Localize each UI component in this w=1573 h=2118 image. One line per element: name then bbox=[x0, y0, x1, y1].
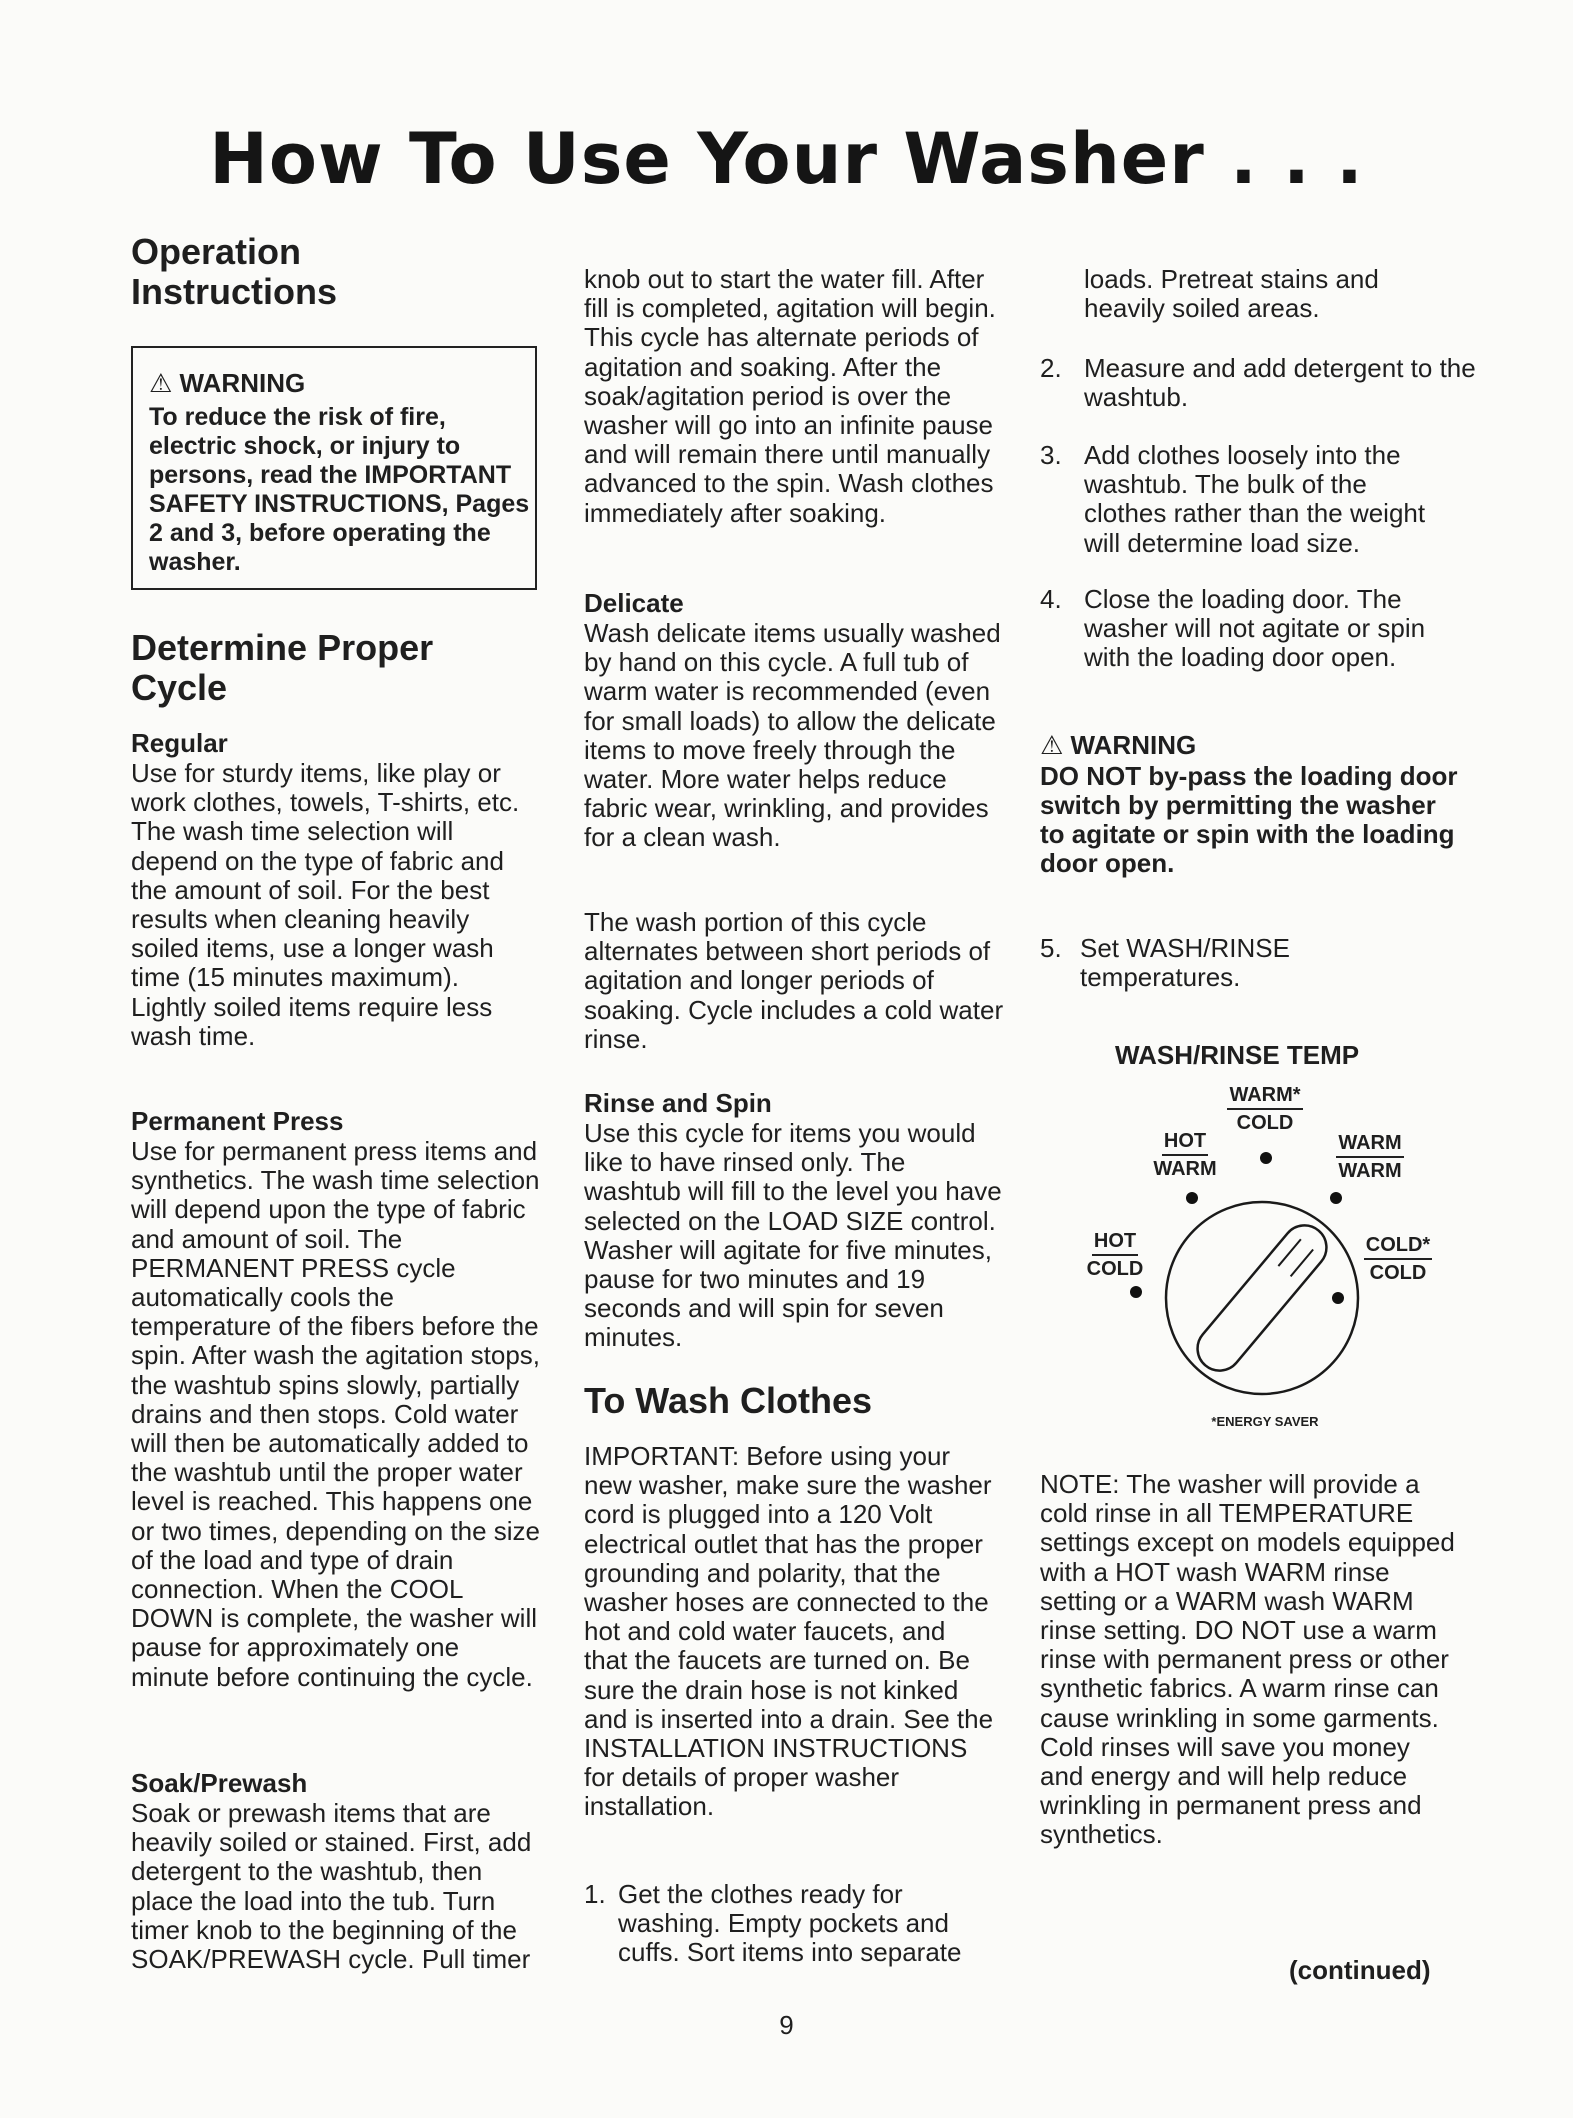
dial-setting-cold-cold: COLD* COLD bbox=[1365, 1234, 1431, 1284]
wash-rinse-temp-dial bbox=[1040, 1040, 1480, 1440]
dial-dot bbox=[1130, 1286, 1142, 1298]
soak-prewash-heading: Soak/Prewash bbox=[131, 1768, 308, 1798]
warning-triangle-icon: ⚠ bbox=[1040, 730, 1064, 760]
step-1-continued: loads. Pretreat stains and heavily soiled areas. bbox=[1084, 264, 1379, 324]
warning-2-text: DO NOT by-pass the loading door switch by permitting the washer to agitate or spin with the loading door open. bbox=[1040, 761, 1458, 878]
rinse-spin-heading: Rinse and Spin bbox=[584, 1088, 772, 1118]
delicate-text-2: The wash portion of this cycle alternates between short periods of agitation and longer periods of soaking. Cycle includes a cold water rinse. bbox=[584, 907, 1004, 1054]
note-text: NOTE: The washer will provide a cold rinse in all TEMPERATURE settings except on models equipped with a HOT wash WARM rinse setting or a WARM wash WARM rinse setting. DO NOT use a warm rinse with permanent press or other synthetic fabrics. A warm rinse can cause wrinkling in some garments. Cold rinses will save you money and energy and will help reduce wrinkling in permanent press and synthetics. bbox=[1040, 1469, 1455, 1850]
page-number: 9 bbox=[779, 2010, 794, 2040]
soak-continued-text: knob out to start the water fill. After fill is completed, agitation will begin. This cycle has alternate periods of agitation and soaking. After the soak/agitation period is over the washer will go into an infinite pause and will remain there until manually advanced to the spin. Wash clothes immediately after soaking. bbox=[584, 264, 996, 528]
dial-setting-warm-cold: WARM* COLD bbox=[1229, 1084, 1301, 1134]
to-wash-clothes-heading: To Wash Clothes bbox=[584, 1380, 872, 1421]
dial-setting-hot-warm: HOT WARM bbox=[1153, 1130, 1217, 1180]
soak-prewash-text: Soak or prewash items that are heavily soiled or stained. First, add detergent to the washtub, then place the load into the tub. Turn timer knob to the beginning of the SOAK/PREWASH cycle. Pull timer bbox=[131, 1798, 532, 1975]
permanent-press-text: Use for permanent press items and synthetics. The wash time selection will depend upon the type of fabric and amount of soil. The PERMANENT PRESS cycle automatically cools the temperature of the fibers before the spin. After wash the agitation stops, the washtub spins slowly, partially drains and then stops. Cold water will then be automatically added to the washtub until the proper water level is reached. This happens one or two times, depending on the size of the load and type of drain connection. When the COOL DOWN is complete, the washer will pause for approximately one minute before continuing the cycle. bbox=[131, 1136, 541, 1692]
warning-2-label: ⚠ WARNING bbox=[1040, 730, 1197, 760]
important-text: IMPORTANT: Before using your new washer, make sure the washer cord is plugged into a 120 Volt electrical outlet that has the proper grounding and polarity, that the washer hoses are connected to the hot and cold water faucets, and that the faucets are turned on. Be sure the drain hose is not kinked and is inserted into a drain. See the INSTALLATION INSTRUCTIONS for details of proper washer installation. bbox=[584, 1441, 994, 1822]
step-3-number: 3. bbox=[1040, 440, 1062, 470]
warning-text: To reduce the risk of fire, electric shock, or injury to persons, read the IMPORTANT SAFETY INSTRUCTIONS, Pages 2 and 3, before operating the washer. bbox=[149, 403, 530, 576]
step-5-text: Set WASH/RINSE temperatures. bbox=[1080, 933, 1290, 993]
step-1-number: 1. bbox=[584, 1879, 606, 1909]
page-title: How To Use Your Washer . . . bbox=[209, 118, 1364, 200]
determine-cycle-heading: Determine Proper Cycle bbox=[131, 627, 434, 708]
rinse-spin-text: Use this cycle for items you would like to have rinsed only. The washtub will fill to the level you have selected on the LOAD SIZE control. Washer will agitate for five minutes, pause for two minutes and 19 seconds and will spin for seven minutes. bbox=[584, 1118, 1002, 1353]
step-4-number: 4. bbox=[1040, 584, 1062, 614]
permanent-press-heading: Permanent Press bbox=[131, 1106, 344, 1136]
dial-setting-warm-warm: WARM WARM bbox=[1338, 1132, 1402, 1182]
regular-text: Use for sturdy items, like play or work clothes, towels, T-shirts, etc. The wash time selection will depend on the type of fabric and the amount of soil. For the best results when cleaning heavily soiled items, use a longer wash time (15 minutes maximum). Lightly soiled items require less wash time. bbox=[131, 758, 520, 1051]
warning-box bbox=[131, 346, 537, 590]
step-2-number: 2. bbox=[1040, 353, 1062, 383]
warning-triangle-icon: ⚠ bbox=[149, 368, 173, 398]
operation-instructions-heading: Operation Instructions bbox=[131, 231, 338, 312]
delicate-heading: Delicate bbox=[584, 588, 684, 618]
regular-heading: Regular bbox=[131, 728, 228, 758]
step-4-text: Close the loading door. The washer will not agitate or spin with the loading door open. bbox=[1084, 584, 1426, 673]
continued-label: (continued) bbox=[1289, 1955, 1431, 1985]
step-2-text: Measure and add detergent to the washtub. bbox=[1084, 353, 1476, 413]
delicate-text: Wash delicate items usually washed by hand on this cycle. A full tub of warm water is recommended (even for small loads) to allow the delicate items to move freely through the water. More water helps reduce fabric wear, wrinkling, and provides for a clean wash. bbox=[584, 618, 1001, 853]
dial-knob-icon bbox=[1152, 1188, 1372, 1408]
step-3-text: Add clothes loosely into the washtub. The bulk of the clothes rather than the weight will determine load size. bbox=[1084, 440, 1426, 558]
dial-setting-hot-cold: HOT COLD bbox=[1086, 1230, 1144, 1280]
warning-label: ⚠ WARNING bbox=[149, 368, 306, 398]
step-1-text: Get the clothes ready for washing. Empty pockets and cuffs. Sort items into separate bbox=[618, 1879, 962, 1968]
step-5-number: 5. bbox=[1040, 933, 1062, 963]
dial-dot bbox=[1260, 1152, 1272, 1164]
dial-title: WASH/RINSE TEMP bbox=[1115, 1040, 1360, 1070]
energy-saver-footnote: *ENERGY SAVER bbox=[1211, 1414, 1319, 1429]
